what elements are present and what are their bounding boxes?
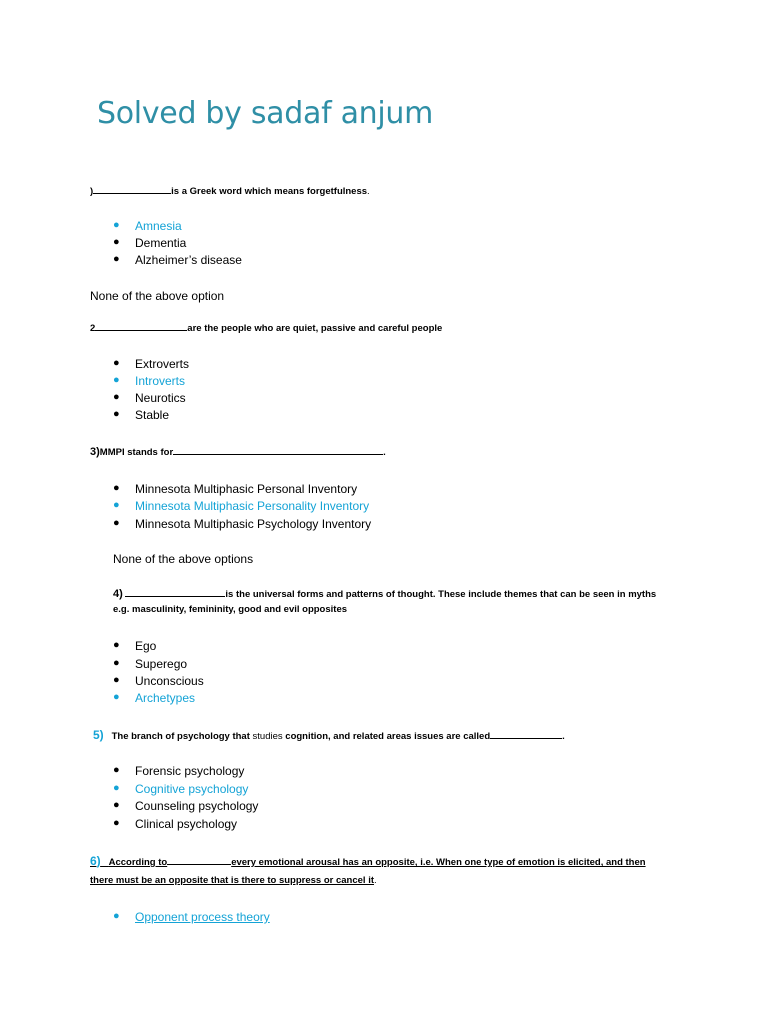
option-label: Stable [135,408,170,422]
question-6 [90,854,646,868]
bullet-icon: ● [113,219,120,231]
option-label: Superego [135,657,188,671]
bullet-icon: ● [113,910,120,922]
question-5-period: . [562,731,565,742]
option-label: Archetypes [135,691,196,705]
bullet-icon: ● [113,674,120,686]
option-label: Cognitive psychology [135,782,249,796]
option-label: Clinical psychology [135,817,238,831]
option-label: Introverts [135,374,186,388]
bullet-icon: ● [113,499,120,511]
option-label: Minnesota Multiphasic Personality Inventory [135,499,370,513]
option-label: Alzheimer’s disease [135,253,242,267]
question-4-number: 4) [113,588,123,600]
option-label: Neurotics [135,391,186,405]
question-5-studies: studies [252,731,283,742]
answer-blank [125,587,225,597]
option-label: Dementia [135,236,187,250]
bullet-icon: ● [113,374,120,386]
question-1-period: . [367,186,370,197]
question-6-text-line-2: there must be an opposite that is there to suppress or cancel it [90,875,375,886]
question-2 [90,321,442,334]
question-3 [90,445,386,458]
question-5-text-start: The branch of psychology that [111,731,253,742]
page-title: Solved by sadaf anjum [97,96,434,131]
question-5-text-end: cognition, and related areas issues are called [282,731,491,742]
question-1-extra: None of the above option [90,289,225,303]
answer-blank [93,184,171,194]
bullet-icon: ● [113,657,120,669]
bullet-icon: ● [113,357,120,369]
question-5 [93,728,565,742]
bullet-icon: ● [113,799,120,811]
question-6-period: . [374,875,377,886]
option-label: Ego [135,639,157,653]
question-5-number: 5) [93,728,104,742]
option-label: Amnesia [135,219,182,233]
question-4 [113,587,656,600]
bullet-icon: ● [113,764,120,776]
bullet-icon: ● [113,782,120,794]
question-2-text: are the people who are quiet, passive and careful people [187,323,443,334]
bullet-icon: ● [113,408,120,420]
question-6-text-start: According to [108,857,168,868]
question-4-text: is the universal forms and patterns of thought. These include themes that can be seen in myths [225,589,657,600]
bullet-icon: ● [113,817,120,829]
question-3-extra: None of the above options [113,552,254,566]
bullet-icon: ● [113,691,120,703]
question-1-prefix: ) [90,186,94,197]
question-6-text: every emotional arousal has an opposite, i.e. When one type of emotion is elicited, and then [231,857,646,868]
option-label: Forensic psychology [135,764,245,778]
option-label: Extroverts [135,357,190,371]
option-label: Unconscious [135,674,204,688]
question-6-number: 6) [90,854,101,868]
answer-blank [490,729,562,739]
question-3-text: MMPI stands for [99,447,174,458]
option-label: Opponent process theory [135,910,270,924]
bullet-icon: ● [113,236,120,248]
answer-blank [95,321,187,331]
bullet-icon: ● [113,639,120,651]
option-label: Minnesota Multiphasic Personal Inventory [135,482,358,496]
answer-blank [167,855,231,865]
option-label: Counseling psychology [135,799,259,813]
question-1 [90,184,370,197]
bullet-icon: ● [113,253,120,265]
bullet-icon: ● [113,391,120,403]
question-6-line-2 [90,875,377,886]
question-1-text: is a Greek word which means forgetfulness [171,186,368,197]
question-3-number: 3) [90,446,100,458]
question-4-line-2: e.g. masculinity, femininity, good and evil opposites [113,604,348,615]
bullet-icon: ● [113,517,120,529]
answer-blank [173,445,383,455]
question-2-prefix: 2 [90,323,96,334]
bullet-icon: ● [113,482,120,494]
option-label: Minnesota Multiphasic Psychology Inventory [135,517,372,531]
question-3-period: . [383,447,386,458]
